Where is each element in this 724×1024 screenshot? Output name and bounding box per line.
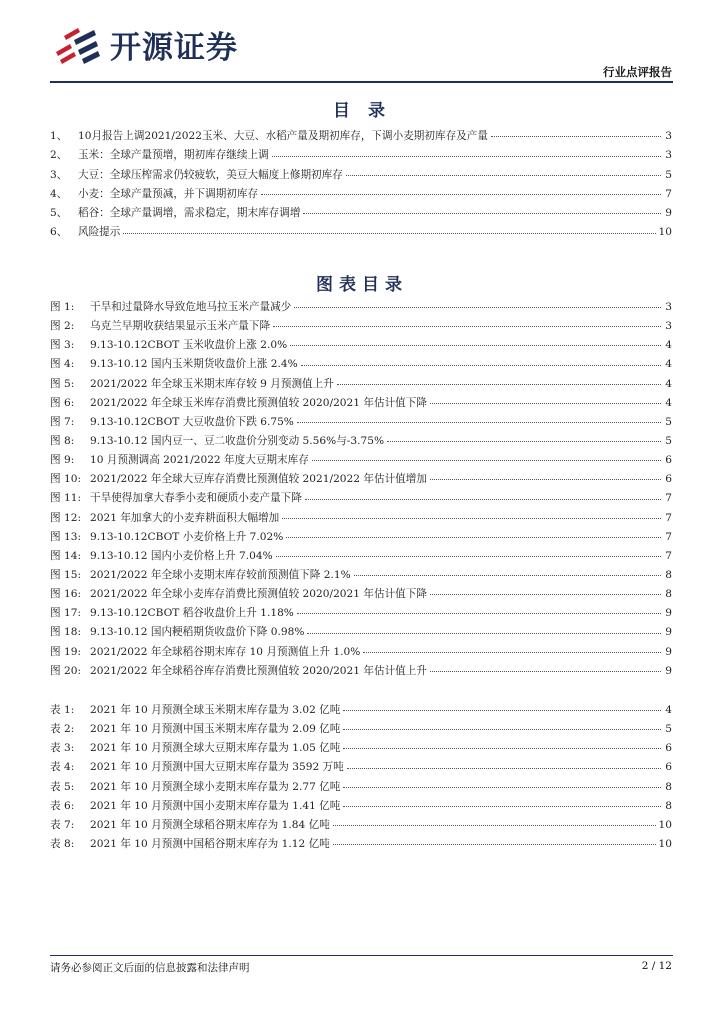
- figure-entry[interactable]: [50, 355, 672, 374]
- table-entry-number: 表 1:: [50, 704, 75, 716]
- table-entry[interactable]: [50, 720, 672, 739]
- table-entry-number: 表 2:: [50, 723, 75, 736]
- toc-entry-number: 5、: [50, 207, 68, 220]
- figure-entry-number: 图 7:: [50, 415, 75, 428]
- figure-entry-page: 6: [665, 454, 672, 467]
- dot-leader: [343, 786, 661, 788]
- dot-leader: [337, 383, 661, 385]
- table-entry-text: 2021 年 10 月预测中国小麦期末库存量为 1.41 亿吨: [90, 799, 341, 812]
- company-logo: [50, 22, 290, 66]
- table-entry-text: 2021 年 10 月预测中国稻谷期末库存为 1.12 亿吨: [90, 837, 330, 850]
- figure-entry-number: 图 14:: [50, 549, 82, 562]
- toc-entry[interactable]: [50, 223, 672, 242]
- toc-entry-text: 风险提示: [78, 226, 121, 239]
- table-entry[interactable]: [50, 701, 672, 720]
- dot-leader: [307, 632, 661, 634]
- figure-entry[interactable]: [50, 375, 672, 394]
- footer-divider: [50, 955, 673, 956]
- dot-leader: [273, 325, 661, 327]
- figure-entry[interactable]: [50, 623, 672, 642]
- figure-entry-text: 乌克兰早期收获结果显示玉米产量下降: [90, 320, 271, 333]
- toc-entry-text: 大豆：全球压榨需求仍较疲软，美豆大幅度上修期初库存: [78, 168, 343, 181]
- dot-leader: [290, 344, 661, 346]
- dot-leader: [343, 709, 661, 711]
- toc-list: [50, 127, 672, 243]
- figure-entry-text: 2021/2022 年全球稻谷库存消费比预测值较 2020/2021 年估计值上升: [90, 664, 427, 677]
- dot-leader: [333, 824, 656, 826]
- company-name: 开源证券: [110, 29, 238, 66]
- figure-entry-text: 9.13-10.12 国内粳稻期货收盘价下降 0.98%: [90, 626, 305, 639]
- figure-entry-number: 图 18:: [50, 626, 82, 639]
- dot-leader: [346, 174, 661, 176]
- dot-leader: [282, 517, 661, 519]
- figure-entry[interactable]: [50, 547, 672, 566]
- toc-entry[interactable]: [50, 127, 672, 146]
- toc-entry-text: 小麦：全球产量预减，并下调期初库存: [78, 187, 259, 200]
- figures-title: 图表目录: [316, 275, 408, 295]
- toc-entry-number: 6、: [50, 226, 68, 239]
- toc-entry-page: 10: [658, 226, 672, 239]
- figure-entry-page: 9: [665, 664, 672, 677]
- figure-entry-text: 2021/2022 年全球玉米库存消费比预测值较 2020/2021 年估计值下降: [90, 396, 427, 409]
- figure-entry-text: 2021/2022 年全球小麦期末库存较前预测值下降 2.1%: [90, 568, 351, 581]
- figure-entry[interactable]: [50, 662, 672, 681]
- figure-entry-number: 图 15:: [50, 568, 82, 581]
- toc-entry-text: 玉米：全球产量预增，期初库存继续上调: [78, 149, 269, 162]
- figure-entry-page: 5: [665, 434, 672, 447]
- table-entry-page: 8: [665, 799, 672, 812]
- toc-entry[interactable]: [50, 146, 672, 165]
- figure-entry-text: 9.13-10.12CBOT 小麦价格上升 7.02%: [90, 530, 284, 543]
- toc-entry-page: 9: [665, 207, 672, 220]
- figure-entry-page: 4: [665, 339, 672, 352]
- figure-entry-page: 7: [665, 492, 672, 505]
- figure-entry-text: 干旱和过量降水导致危地马拉玉米产量减少: [90, 301, 292, 313]
- figure-entry-page: 8: [665, 588, 672, 601]
- figure-entry-page: 4: [665, 377, 672, 390]
- dot-leader: [123, 232, 655, 234]
- table-entry-text: 2021 年 10 月预测中国玉米期末库存量为 2.09 亿吨: [90, 723, 341, 736]
- report-type-label: 行业点评报告: [603, 65, 672, 79]
- figure-entry-text: 9.13-10.12CBOT 玉米收盘价上涨 2.0%: [90, 339, 288, 352]
- toc-entry-text: 10月报告上调2021/2022玉米、大豆、水稻产量及期初库存，下调小麦期初库存及产量: [78, 130, 488, 142]
- figure-entry-page: 7: [665, 530, 672, 543]
- footer-disclaimer: 请务必参阅正文后面的信息披露和法律声明: [50, 962, 250, 974]
- table-entry[interactable]: [50, 739, 672, 758]
- table-entry-text: 2021 年 10 月预测全球小麦期末库存量为 2.77 亿吨: [90, 780, 341, 793]
- figure-entry[interactable]: [50, 394, 672, 413]
- logo-mark-icon: [50, 22, 102, 66]
- dot-leader: [303, 212, 661, 214]
- figure-entry-page: 7: [665, 511, 672, 524]
- toc-entry-text: 稻谷：全球产量调增，需求稳定，期末库存调增: [78, 207, 301, 220]
- dot-leader: [430, 402, 661, 404]
- dot-leader: [294, 306, 661, 308]
- dot-leader: [286, 536, 661, 538]
- toc-entry-number: 2、: [50, 149, 68, 162]
- figure-entry-number: 图 10:: [50, 473, 82, 486]
- figure-entry-text: 2021/2022 年全球大豆库存消费比预测值较 2021/2022 年估计值增加: [90, 473, 427, 486]
- figure-entry-page: 9: [665, 626, 672, 639]
- table-entry-text: 2021 年 10 月预测中国大豆期末库存量为 3592 万吨: [90, 761, 344, 774]
- dot-leader: [430, 593, 661, 595]
- dot-leader: [347, 767, 661, 769]
- table-entry-page: 6: [665, 761, 672, 774]
- table-entry[interactable]: [50, 758, 672, 777]
- dot-leader: [333, 843, 656, 845]
- dot-leader: [343, 728, 661, 730]
- dot-leader: [387, 440, 661, 442]
- dot-leader: [491, 135, 661, 137]
- toc-entry[interactable]: [50, 166, 672, 185]
- table-entry[interactable]: [50, 778, 672, 797]
- table-entry-page: 10: [658, 818, 672, 831]
- table-entry[interactable]: [50, 835, 672, 854]
- figure-entry-number: 图 19:: [50, 645, 82, 658]
- dot-leader: [430, 478, 661, 480]
- table-entry-number: 表 8:: [50, 837, 75, 850]
- dot-leader: [354, 574, 661, 576]
- toc-entry-number: 4、: [50, 187, 68, 200]
- toc-entry-page: 7: [665, 187, 672, 200]
- figure-entry-number: 图 11:: [50, 492, 82, 505]
- figure-entry[interactable]: [50, 585, 672, 604]
- figure-entry[interactable]: [50, 566, 672, 585]
- figure-entry-number: 图 9:: [50, 454, 75, 467]
- figure-entry[interactable]: [50, 317, 672, 336]
- figure-entry-page: 5: [665, 415, 672, 428]
- figure-entry-page: 4: [665, 396, 672, 409]
- figure-entry-number: 图 8:: [50, 434, 75, 447]
- figure-entry[interactable]: [50, 509, 672, 528]
- dot-leader: [343, 747, 661, 749]
- figure-entry-page: 9: [665, 645, 672, 658]
- table-entry-text: 2021 年 10 月预测全球大豆期末库存量为 1.05 亿吨: [90, 742, 341, 755]
- table-entry-page: 10: [658, 837, 672, 850]
- table-entry-number: 表 3:: [50, 742, 75, 755]
- figure-entry-number: 图 3:: [50, 339, 75, 352]
- table-entry-page: 6: [665, 742, 672, 755]
- toc-entry-number: 3、: [50, 168, 68, 181]
- figure-entry[interactable]: [50, 298, 672, 317]
- dot-leader: [276, 555, 661, 557]
- figure-entry-number: 图 6:: [50, 396, 75, 409]
- figure-entry-text: 9.13-10.12CBOT 大豆收盘价下跌 6.75%: [90, 415, 294, 428]
- figure-entry-number: 图 2:: [50, 320, 75, 333]
- figure-entry-text: 2021/2022 年全球小麦库存消费比预测值较 2020/2021 年估计值下降: [90, 588, 427, 601]
- toc-entry[interactable]: [50, 204, 672, 223]
- figure-entry-page: 9: [665, 607, 672, 620]
- figure-entry-page: 8: [665, 568, 672, 581]
- toc-entry-page: 5: [665, 168, 672, 181]
- figure-entry-page: 6: [665, 473, 672, 486]
- dot-leader: [297, 421, 661, 423]
- figure-entry-text: 9.13-10.12 国内豆一、豆二收盘价分别变动 5.56%与-3.75%: [90, 434, 385, 447]
- figure-entry-number: 图 12:: [50, 511, 82, 524]
- table-entry-text: 2021 年 10 月预测全球稻谷期末库存为 1.84 亿吨: [90, 818, 330, 831]
- figure-entry-page: 3: [665, 301, 672, 313]
- page-indicator: 2 / 12: [641, 960, 672, 972]
- dot-leader: [363, 651, 661, 653]
- figure-entry-text: 10 月预测调高 2021/2022 年度大豆期末库存: [90, 454, 309, 467]
- figure-entry[interactable]: [50, 336, 672, 355]
- figure-entry[interactable]: [50, 643, 672, 662]
- figure-entry-text: 9.13-10.12CBOT 稻谷收盘价上升 1.18%: [90, 607, 294, 620]
- dot-leader: [261, 193, 661, 195]
- figure-entry-number: 图 16:: [50, 588, 82, 601]
- header-divider: [50, 81, 673, 83]
- table-entry-number: 表 4:: [50, 761, 75, 774]
- figure-entry-number: 图 20:: [50, 664, 82, 677]
- figure-entry-number: 图 5:: [50, 377, 75, 390]
- figure-entry[interactable]: [50, 528, 672, 547]
- figure-entry-number: 图 17:: [50, 607, 82, 620]
- figure-entry[interactable]: [50, 413, 672, 432]
- toc-entry-page: 3: [665, 149, 672, 162]
- table-entry-number: 表 6:: [50, 799, 75, 812]
- figure-entry-text: 9.13-10.12 国内玉米期货收盘价上涨 2.4%: [90, 358, 298, 371]
- dot-leader: [343, 805, 661, 807]
- toc-entry-number: 1、: [50, 130, 68, 142]
- figure-entry-page: 7: [665, 549, 672, 562]
- table-entry[interactable]: [50, 797, 672, 816]
- figure-entry-number: 图 13:: [50, 530, 82, 543]
- figure-entry-page: 3: [665, 320, 672, 333]
- figure-entry[interactable]: [50, 432, 672, 451]
- figure-entry[interactable]: [50, 470, 672, 489]
- figure-entry[interactable]: [50, 451, 672, 470]
- figure-entry-text: 干旱使得加拿大春季小麦和硬质小麦产量下降: [90, 492, 302, 505]
- toc-title: 目 录: [333, 101, 391, 121]
- figure-entry-number: 图 4:: [50, 358, 75, 371]
- tables-list: [50, 701, 672, 854]
- dot-leader: [305, 498, 661, 500]
- table-entry-page: 5: [665, 723, 672, 736]
- dot-leader: [312, 459, 661, 461]
- table-entry-number: 表 5:: [50, 780, 75, 793]
- table-entry[interactable]: [50, 816, 672, 835]
- table-entry-page: 8: [665, 780, 672, 793]
- figure-entry[interactable]: [50, 489, 672, 508]
- figure-entry-text: 2021 年加拿大的小麦弃耕面积大幅增加: [90, 511, 280, 524]
- figure-entry-text: 9.13-10.12 国内小麦价格上升 7.04%: [90, 549, 273, 562]
- table-entry-text: 2021 年 10 月预测全球玉米期末库存量为 3.02 亿吨: [90, 704, 341, 716]
- figure-entry-text: 2021/2022 年全球玉米期末库存较 9 月预测值上升: [90, 377, 334, 390]
- table-entry-page: 4: [665, 704, 672, 716]
- figure-entry-page: 4: [665, 358, 672, 371]
- figures-list: [50, 298, 672, 681]
- figure-entry[interactable]: [50, 604, 672, 623]
- dot-leader: [272, 155, 661, 157]
- toc-entry[interactable]: [50, 185, 672, 204]
- toc-entry-page: 3: [665, 130, 672, 142]
- dot-leader: [301, 364, 661, 366]
- dot-leader: [430, 670, 661, 672]
- figure-entry-number: 图 1:: [50, 301, 75, 313]
- table-entry-number: 表 7:: [50, 818, 75, 831]
- dot-leader: [297, 612, 661, 614]
- figure-entry-text: 2021/2022 年全球稻谷期末库存 10 月预测值上升 1.0%: [90, 645, 361, 658]
